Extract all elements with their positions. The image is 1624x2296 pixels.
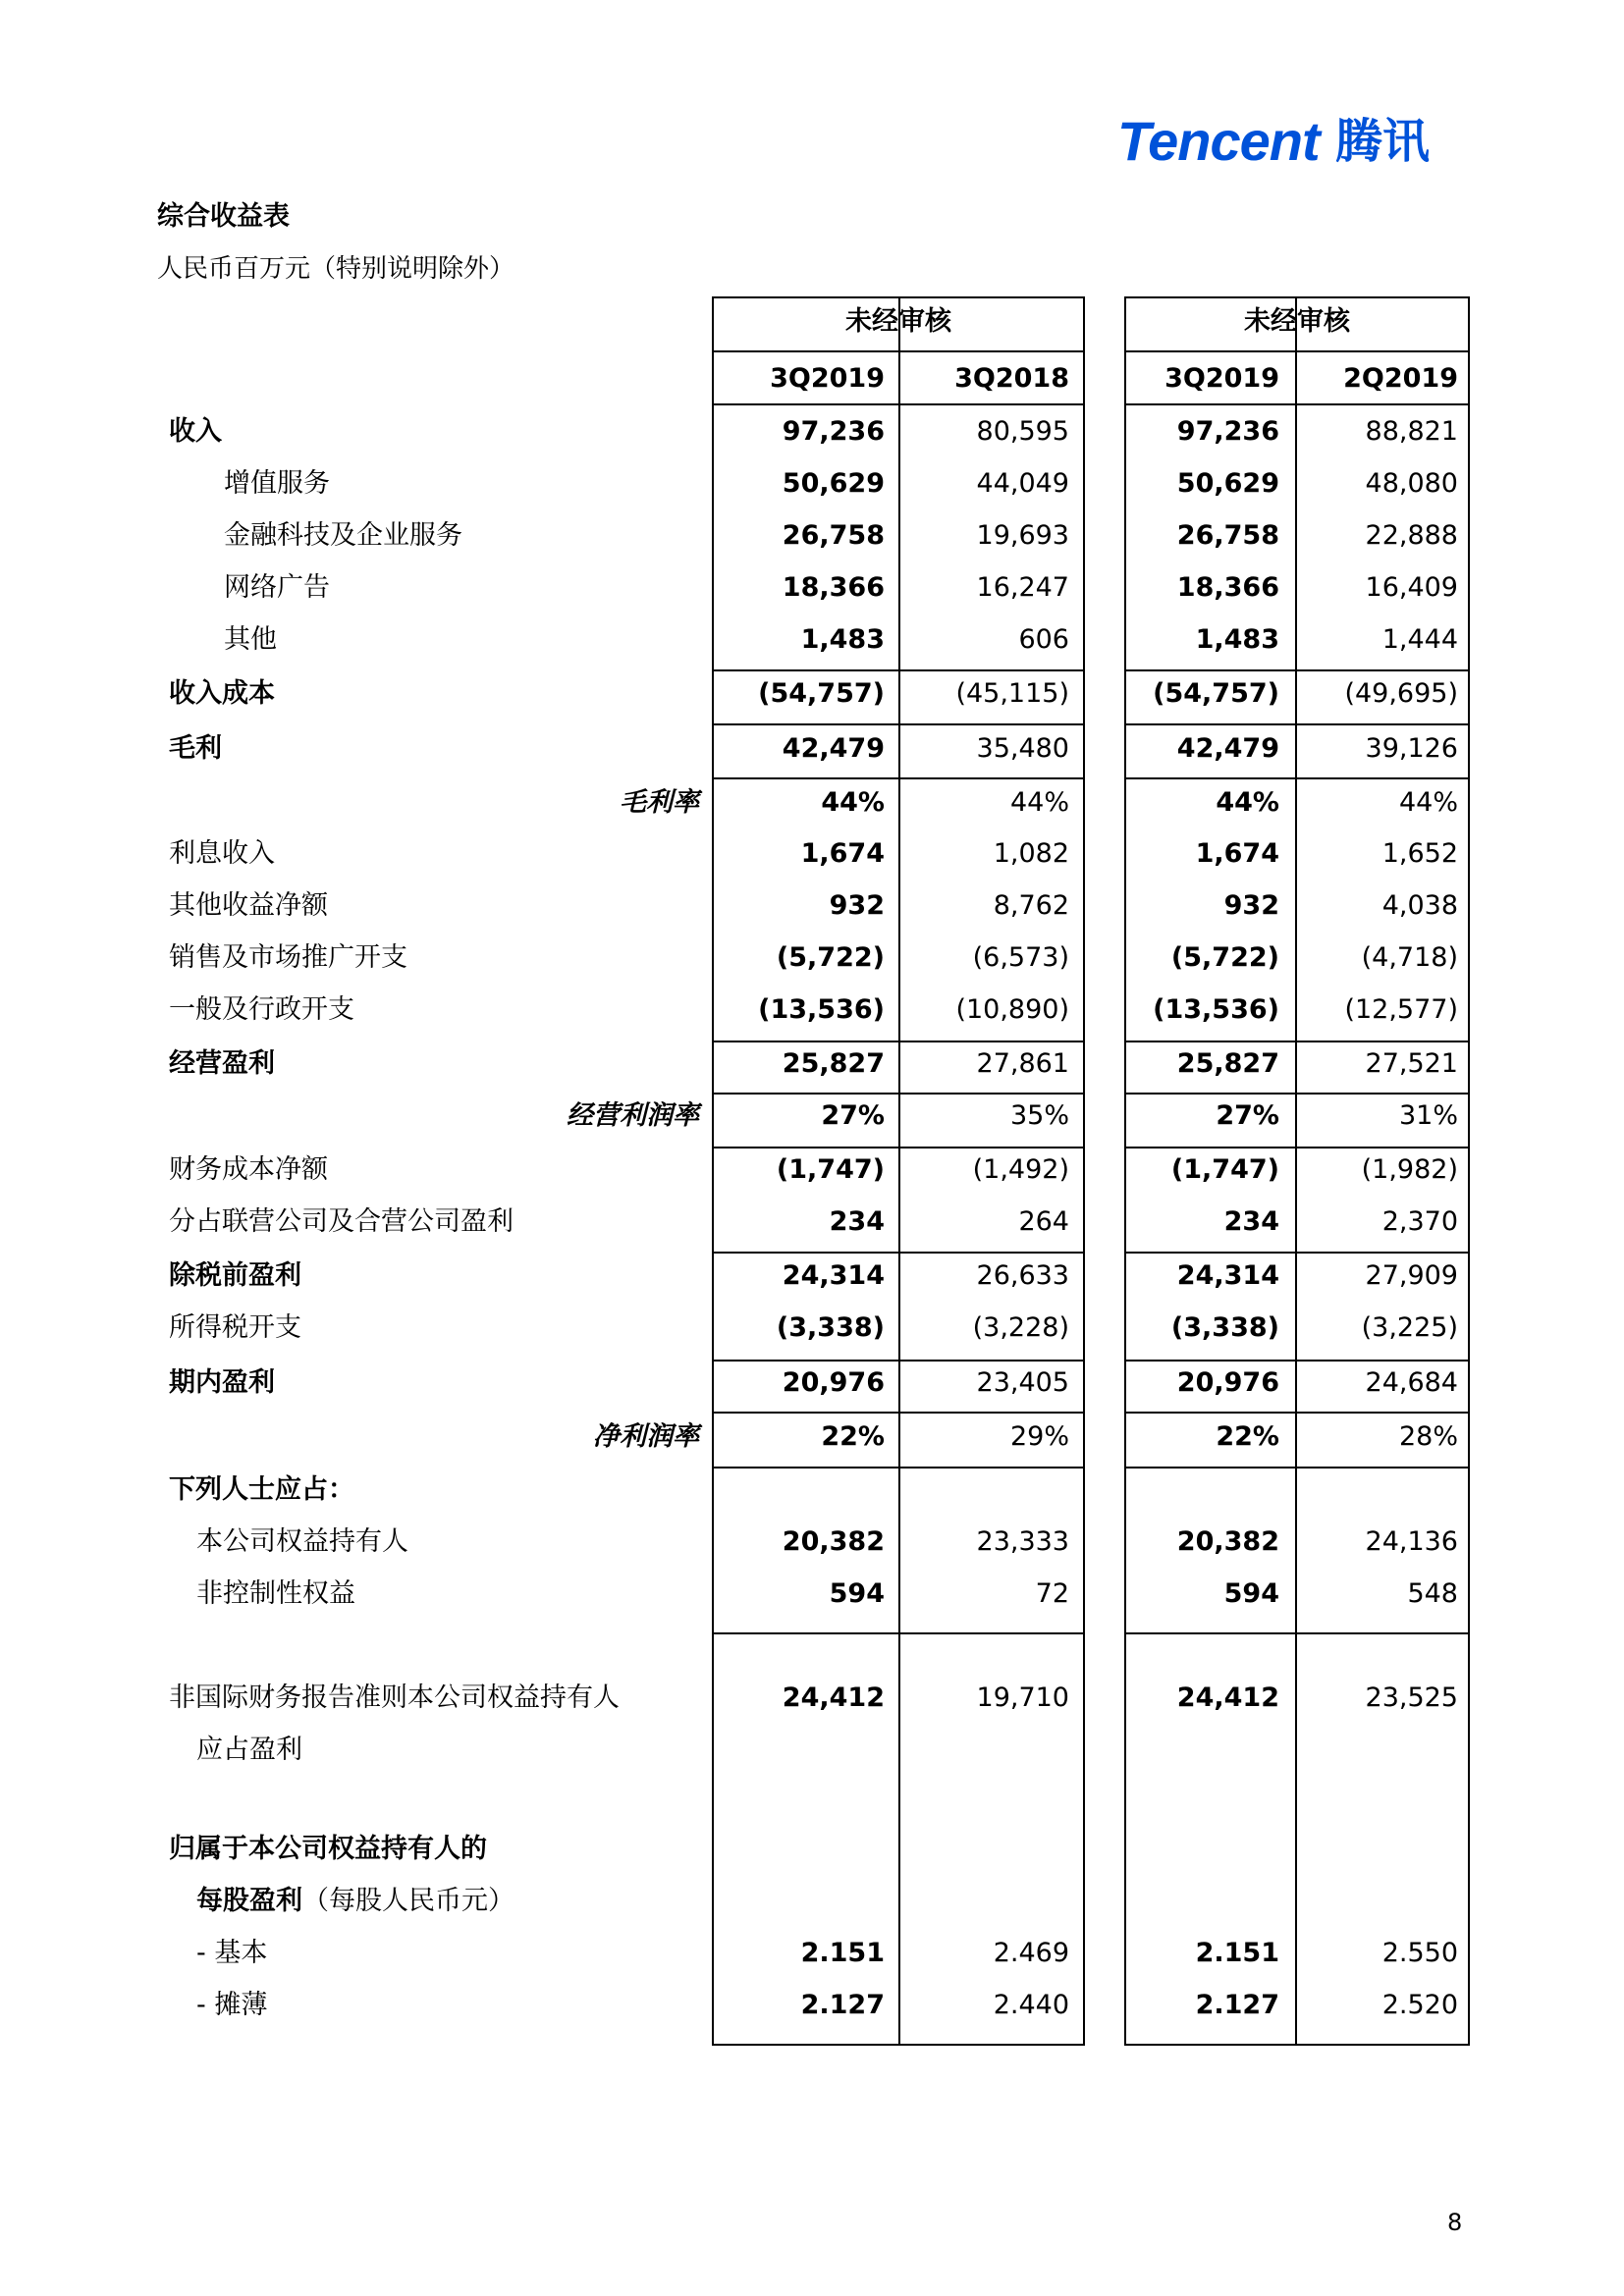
row-label (169, 731, 222, 767)
row-label (169, 836, 275, 872)
row-label (169, 992, 354, 1028)
table-cell: 24,314 (782, 1260, 885, 1291)
table-cell: 44% (1216, 787, 1279, 818)
row-label-text: 归属于本公司权益持有人的 (169, 1834, 487, 1864)
row-label-text: 期内盈利 (169, 1367, 275, 1398)
table-cell: 35% (1009, 1100, 1069, 1131)
row-label (169, 1832, 487, 1867)
row-label (196, 1733, 302, 1768)
table-cell: 8,762 (993, 890, 1069, 921)
table-cell: (13,536) (758, 994, 885, 1025)
row-label (169, 1310, 301, 1346)
table-rule (1124, 777, 1470, 779)
row-label-text: 每股盈利 (196, 1886, 302, 1916)
row-label (224, 570, 330, 606)
table-cell: 234 (829, 1206, 885, 1237)
table-cell: 2,370 (1381, 1206, 1458, 1237)
table-cell: 97,236 (1176, 416, 1279, 447)
row-label-text: 财务成本净额 (169, 1154, 328, 1185)
row-label-text: 收入成本 (169, 678, 275, 709)
table-cell: 1,483 (800, 624, 885, 655)
table-cell: 19,710 (976, 1682, 1069, 1713)
table-cell: (1,492) (972, 1154, 1069, 1185)
row-label-text: 非控制性权益 (196, 1578, 355, 1609)
table-cell: 264 (1018, 1206, 1069, 1237)
group-a-header: 未经审核 (845, 306, 951, 337)
table-cell: (13,536) (1153, 994, 1279, 1025)
table-cell: 1,652 (1381, 838, 1458, 869)
row-label-suffix: （每股人民币元） (302, 1886, 514, 1916)
table-rule (1124, 1147, 1470, 1148)
table-cell: (6,573) (972, 942, 1069, 973)
table-cell: 2.550 (1381, 1938, 1458, 1968)
table-cell: 72 (1035, 1578, 1069, 1609)
col-header-b2: 2Q2019 (1343, 363, 1458, 394)
table-rule (712, 1360, 1085, 1362)
table-cell: 4,038 (1381, 890, 1458, 921)
row-label-text: 增值服务 (224, 468, 330, 499)
table-cell: 594 (1223, 1578, 1279, 1609)
table-cell: 2.440 (993, 1990, 1069, 2020)
table-cell: 1,483 (1195, 624, 1279, 655)
table-cell: 88,821 (1365, 416, 1458, 447)
row-label (393, 1098, 699, 1134)
table-cell: 1,444 (1381, 624, 1458, 655)
table-cell: 26,758 (782, 520, 885, 551)
row-label-text: 其他收益净额 (169, 890, 328, 921)
table-cell: 42,479 (1176, 733, 1279, 764)
table-cell: 24,314 (1176, 1260, 1279, 1291)
table-rule (1124, 1632, 1470, 1634)
table-cell: (3,338) (776, 1312, 885, 1343)
table-cell: (3,225) (1361, 1312, 1458, 1343)
table-cell: 24,136 (1365, 1526, 1458, 1557)
row-label (169, 1204, 514, 1240)
row-label-text: 毛利率 (620, 787, 699, 818)
table-cell: 39,126 (1365, 733, 1458, 764)
table-rule (1124, 1041, 1470, 1042)
page-number: 8 (1447, 2209, 1463, 2236)
row-label-text: - 基本 (196, 1938, 268, 1968)
row-label (393, 1419, 699, 1455)
table-rule (1124, 669, 1470, 671)
row-label-text: 金融科技及企业服务 (224, 520, 462, 551)
table-cell: 20,382 (1176, 1526, 1279, 1557)
table-cell: 25,827 (1176, 1048, 1279, 1079)
row-label (169, 676, 275, 712)
table-cell: (5,722) (776, 942, 885, 973)
table-cell: 2.151 (1195, 1938, 1279, 1968)
table-cell: (1,747) (776, 1154, 885, 1185)
table-cell: (3,338) (1170, 1312, 1279, 1343)
page-subtitle: 人民币百万元（特别说明除外） (157, 254, 515, 284)
row-label-text: 利息收入 (169, 838, 275, 869)
row-label (196, 1524, 408, 1560)
row-label-text: 分占联营公司及合营公司盈利 (169, 1206, 514, 1237)
row-label (169, 414, 222, 450)
table-cell: (4,718) (1361, 942, 1458, 973)
table-cell: 2.520 (1381, 1990, 1458, 2020)
table-cell: 48,080 (1365, 468, 1458, 499)
table-cell: 23,333 (976, 1526, 1069, 1557)
table-rule (712, 403, 1085, 405)
table-rule (712, 723, 1085, 725)
row-label (169, 1365, 275, 1401)
table-cell: 27,909 (1365, 1260, 1458, 1291)
row-label (169, 1258, 301, 1294)
row-label-text: 经营利润率 (567, 1100, 699, 1131)
table-cell: (12,577) (1344, 994, 1458, 1025)
row-label-text: 其他 (224, 624, 277, 655)
table-cell: 18,366 (782, 572, 885, 603)
table-cell: (3,228) (972, 1312, 1069, 1343)
table-cell: 24,412 (782, 1682, 885, 1713)
table-cell: 16,409 (1365, 572, 1458, 603)
table-cell: 2.127 (1195, 1990, 1279, 2020)
table-cell: 22% (1216, 1421, 1279, 1452)
table-cell: 20,382 (782, 1526, 885, 1557)
table-cell: 1,082 (993, 838, 1069, 869)
table-cell: 44,049 (976, 468, 1069, 499)
row-label-text: - 摊薄 (196, 1990, 268, 2020)
table-cell: 97,236 (782, 416, 885, 447)
row-label (196, 1936, 267, 1971)
table-cell: 44% (1398, 787, 1458, 818)
row-label (169, 1152, 328, 1188)
table-cell: 27,521 (1365, 1048, 1458, 1079)
table-cell: 22,888 (1365, 520, 1458, 551)
row-label-text: 收入 (169, 416, 222, 447)
tencent-logo (1117, 110, 1432, 173)
table-cell: 548 (1407, 1578, 1458, 1609)
table-cell: 2.469 (993, 1938, 1069, 1968)
table-cell: 606 (1018, 624, 1069, 655)
table-cell: 44% (1009, 787, 1069, 818)
table-cell: (5,722) (1170, 942, 1279, 973)
table-cell: (54,757) (758, 678, 885, 709)
table-rule (712, 669, 1085, 671)
col-header-b1: 3Q2019 (1164, 363, 1279, 394)
row-label (169, 1046, 275, 1082)
table-rule (712, 1252, 1085, 1254)
table-cell: 50,629 (1176, 468, 1279, 499)
row-label-text: 所得税开支 (169, 1312, 301, 1343)
row-label-text: 销售及市场推广开支 (169, 942, 407, 973)
col-header-a1: 3Q2019 (770, 363, 885, 394)
table-cell: 27% (1216, 1100, 1279, 1131)
table-rule (1124, 1252, 1470, 1254)
table-cell: (1,747) (1170, 1154, 1279, 1185)
group-b-header: 未经审核 (1244, 306, 1350, 337)
row-label-text: 净利润率 (593, 1421, 699, 1452)
row-label (196, 1576, 355, 1612)
table-cell: 27,861 (976, 1048, 1069, 1079)
table-cell: 24,412 (1176, 1682, 1279, 1713)
table-cell: 44% (821, 787, 885, 818)
table-rule (712, 1093, 1085, 1095)
row-label (169, 1681, 620, 1716)
row-label-text: 本公司权益持有人 (196, 1526, 408, 1557)
table-rule (1124, 403, 1470, 405)
row-label-text: 下列人士应占： (169, 1474, 354, 1505)
table-cell: 16,247 (976, 572, 1069, 603)
table-rule (1124, 1412, 1470, 1414)
table-rule (712, 1147, 1085, 1148)
row-label-text: 非国际财务报告准则本公司权益持有人 (169, 1682, 620, 1713)
table-rule (712, 777, 1085, 779)
table-rule (712, 1467, 1085, 1468)
table-cell: 2.127 (800, 1990, 885, 2020)
table-cell: (49,695) (1344, 678, 1458, 709)
table-cell: 31% (1398, 1100, 1458, 1131)
table-cell: 19,693 (976, 520, 1069, 551)
row-label-text: 网络广告 (224, 572, 330, 603)
row-label-text: 应占盈利 (196, 1735, 302, 1765)
table-cell: 29% (1009, 1421, 1069, 1452)
row-label (196, 1884, 514, 1919)
table-rule (712, 350, 1085, 352)
table-cell: 27% (821, 1100, 885, 1131)
table-cell: 594 (829, 1578, 885, 1609)
table-rule (1124, 350, 1470, 352)
table-cell: 42,479 (782, 733, 885, 764)
row-label-text: 除税前盈利 (169, 1260, 301, 1291)
logo-latin: Tencent (1117, 110, 1320, 172)
row-label (196, 1988, 267, 2023)
table-cell: 234 (1223, 1206, 1279, 1237)
table-rule (1124, 1093, 1470, 1095)
table-cell: 2.151 (800, 1938, 885, 1968)
table-cell: (10,890) (955, 994, 1069, 1025)
table-cell: 26,758 (1176, 520, 1279, 551)
table-cell: 50,629 (782, 468, 885, 499)
table-rule (712, 1041, 1085, 1042)
table-rule (1124, 723, 1470, 725)
table-rule (712, 1412, 1085, 1414)
row-label (224, 622, 277, 658)
table-cell: 1,674 (800, 838, 885, 869)
table-rule (1124, 1360, 1470, 1362)
row-label (169, 940, 407, 976)
table-cell: (54,757) (1153, 678, 1279, 709)
table-cell: 22% (821, 1421, 885, 1452)
row-label-text: 经营盈利 (169, 1048, 275, 1079)
row-label (393, 785, 699, 821)
row-label (224, 518, 462, 554)
logo-cjk: 腾讯 (1335, 114, 1431, 169)
table-cell: (45,115) (955, 678, 1069, 709)
table-cell: 932 (1223, 890, 1279, 921)
table-cell: 28% (1398, 1421, 1458, 1452)
table-cell: (1,982) (1361, 1154, 1458, 1185)
row-label (224, 466, 330, 502)
table-cell: 18,366 (1176, 572, 1279, 603)
col-header-a2: 3Q2018 (954, 363, 1069, 394)
table-rule (1124, 1467, 1470, 1468)
table-cell: 25,827 (782, 1048, 885, 1079)
table-cell: 23,525 (1365, 1682, 1458, 1713)
table-cell: 23,405 (976, 1367, 1069, 1398)
table-cell: 20,976 (782, 1367, 885, 1398)
row-label-text: 毛利 (169, 733, 222, 764)
table-cell: 24,684 (1365, 1367, 1458, 1398)
table-rule (712, 1632, 1085, 1634)
table-cell: 932 (829, 890, 885, 921)
table-cell: 26,633 (976, 1260, 1069, 1291)
row-label (169, 1472, 354, 1508)
page-title: 综合收益表 (157, 201, 290, 232)
table-cell: 35,480 (976, 733, 1069, 764)
table-cell: 20,976 (1176, 1367, 1279, 1398)
row-label (169, 888, 328, 924)
table-cell: 80,595 (976, 416, 1069, 447)
row-label-text: 一般及行政开支 (169, 994, 354, 1025)
table-cell: 1,674 (1195, 838, 1279, 869)
